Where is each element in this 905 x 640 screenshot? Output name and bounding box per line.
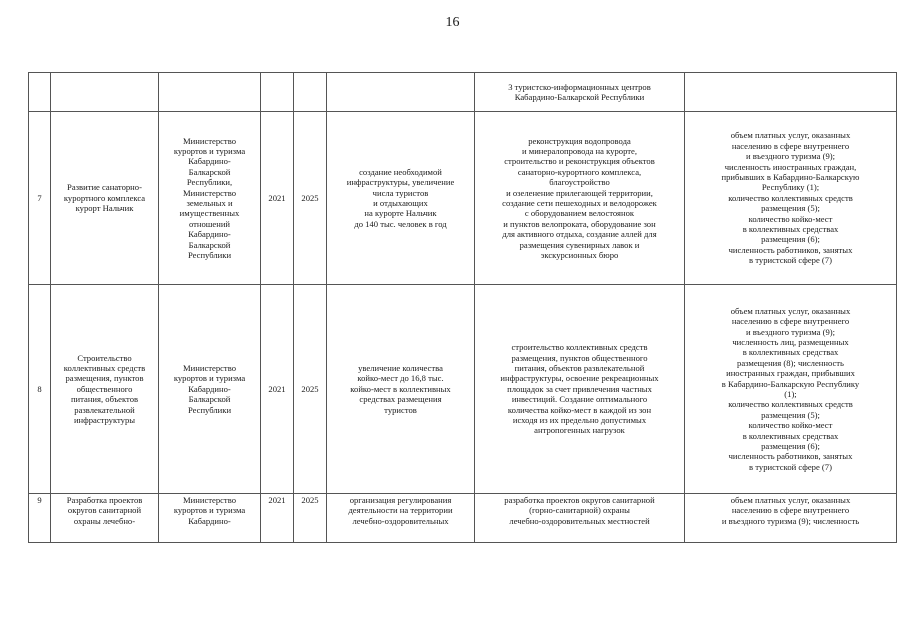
- expected-result: увеличение количества койко-мест до 16,8 тыс. койко-мест в коллективных средствах размещения туристов: [327, 285, 475, 494]
- event-name: Строительство коллективных средств размещения, пунктов общественного питания, объектов развлекательной инфраструктуры: [51, 285, 159, 494]
- expected-result: организация регулирования деятельности на территории лечебно-оздоровительных: [327, 494, 475, 543]
- end-year: [294, 73, 327, 112]
- expected-result: создание необходимой инфраструктуры, увеличение числа туристов и отдыхающих на курорте Нальчик до 140 тыс. человек в год: [327, 112, 475, 285]
- event-name: Разработка проектов округов санитарной охраны лечебно-: [51, 494, 159, 543]
- executor: [159, 73, 261, 112]
- expected-result: [327, 73, 475, 112]
- end-year: 2025: [294, 494, 327, 543]
- program-table: [28, 72, 897, 543]
- end-year: 2025: [294, 285, 327, 494]
- executor: Министерство курортов и туризма Кабардино- Балкарской Республики: [159, 285, 261, 494]
- table-row: [29, 112, 897, 285]
- end-year: 2025: [294, 112, 327, 285]
- start-year: 2021: [261, 285, 294, 494]
- indicators: объем платных услуг, оказанных населению в сфере внутреннего и въездного туризма (9); численность: [685, 494, 897, 543]
- indicators: [685, 73, 897, 112]
- measures: строительство коллективных средств размещения, пунктов общественного питания, объектов развлекательной инфраструктуры, освоение рекреационных площадок за счет привлечения частных инвестиций. Создание оптимального количества койко-мест в каждой из зон исходя из их предельно допустимых антропогенных нагрузок: [475, 285, 685, 494]
- table-row: [29, 494, 897, 543]
- start-year: 2021: [261, 112, 294, 285]
- executor: Министерство курортов и туризма Кабардино- Балкарской Республики, Министерство земельных и имущественных отношений Кабардино- Балкарской Республики: [159, 112, 261, 285]
- measures: разработка проектов округов санитарной (горно-санитарной) охраны лечебно-оздоровительных местностей: [475, 494, 685, 543]
- measures: 3 туристско-информационных центров Кабардино-Балкарской Республики: [475, 73, 685, 112]
- row-number: 7: [29, 112, 51, 285]
- executor: Министерство курортов и туризма Кабардино-: [159, 494, 261, 543]
- measures: реконструкция водопровода и минералопровода на курорте, строительство и реконструкция объектов санаторно-курортного комплекса, благоустройство и озеленение прилегающей территории, создание сети пешеходных и велодорожек с оборудованием велостоянок и пунктов велопроката, оборудование зон для активного отдыха, создание аллей для размещения сувенирных лавок и экскурсионных бюро: [475, 112, 685, 285]
- table-row: [29, 285, 897, 494]
- page-number: 16: [445, 15, 460, 30]
- event-name: Развитие санаторно- курортного комплекса курорт Нальчик: [51, 112, 159, 285]
- indicators: объем платных услуг, оказанных населению в сфере внутреннего и въездного туризма (9); численность лиц, размещенных в коллективных средствах размещения (8); численность иностранных граждан, прибывших в Кабардино-Балкарскую Республику (1); количество коллективных средств размещения (5); количество койко-мест в коллективных средствах размещения (6); численность работников, занятых в туристской сфере (7): [685, 285, 897, 494]
- row-number: 8: [29, 285, 51, 494]
- row-number: 9: [29, 494, 51, 543]
- table-row: [29, 73, 897, 112]
- event-name: [51, 73, 159, 112]
- start-year: 2021: [261, 494, 294, 543]
- row-number: [29, 73, 51, 112]
- indicators: объем платных услуг, оказанных населению в сфере внутреннего и въездного туризма (9); численность иностранных граждан, прибывших в Кабардино-Балкарскую Республику (1); количество коллективных средств размещения (5); количество койко-мест в коллективных средствах размещения (6); численность работников, занятых в туристской сфере (7): [685, 112, 897, 285]
- start-year: [261, 73, 294, 112]
